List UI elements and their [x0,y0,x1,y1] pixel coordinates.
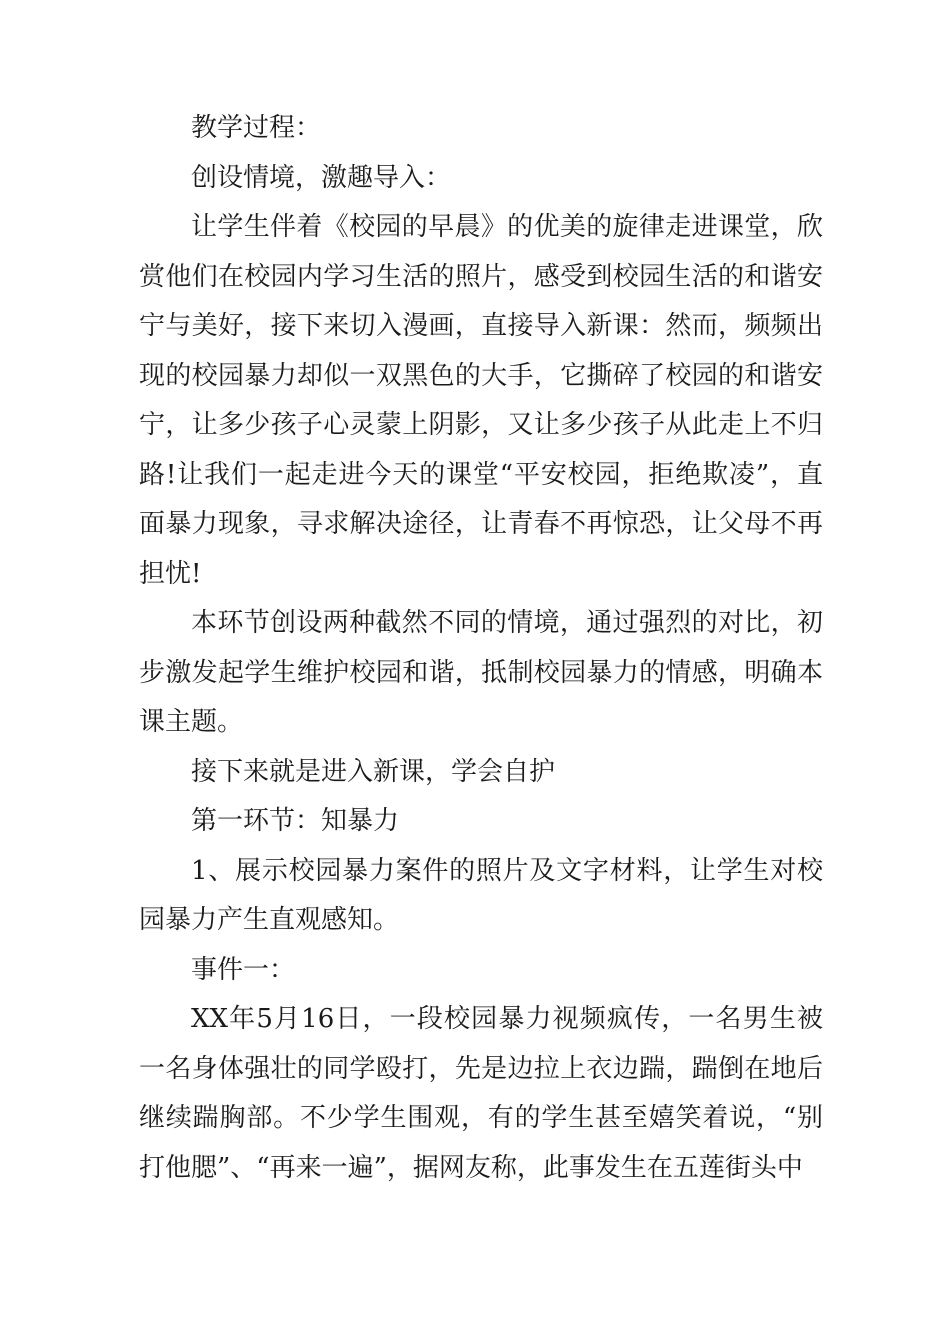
paragraph-event-one-body: XX年5月16日，一段校园暴力视频疯传，一名男生被一名身体强壮的同学殴打，先是边拉上衣边踹，踹倒在地后继续踹胸部。不少学生围观，有的学生甚至嬉笑着说，“别打他腮”、“再来一遍”，据网友称，此事发生在五莲街头中 [139,1004,823,1183]
paragraph-event-one-heading: 事件一： [191,954,296,985]
paragraph-section-one-heading: 第一环节：知暴力 [191,806,400,836]
paragraph-section-purpose: 本环节创设两种截然不同的情境，通过强烈的对比，初步激发起学生维护校园和谐，抵制校园暴力的情感，明确本课主题。 [139,608,823,737]
paragraph-intro-body: 让学生伴着《校园的早晨》的优美的旋律走进课堂，欣赏他们在校园内学习生活的照片，感受到校园生活的和谐安宁与美好，接下来切入漫画，直接导入新课：然而，频频出现的校园暴力却似一双黑色的大手，它撕碎了校园的和谐安宁，让多少孩子心灵蒙上阴影，又让多少孩子从此走上不归路!让我们一起走进今天的课堂“平安校园，拒绝欺凌”，直面暴力现象，寻求解决途径，让青春不再惊恐，让父母不再担忧! [139,212,823,589]
paragraph-teaching-process-heading: 教学过程： [191,113,322,143]
paragraph-intro-heading: 创设情境，激趣导入： [191,162,452,193]
document-body [139,104,823,1193]
paragraph-new-lesson: 接下来就是进入新课，学会自护 [191,756,556,787]
paragraph-step-one: 1、展示校园暴力案件的照片及文字材料，让学生对校园暴力产生直观感知。 [139,855,823,935]
